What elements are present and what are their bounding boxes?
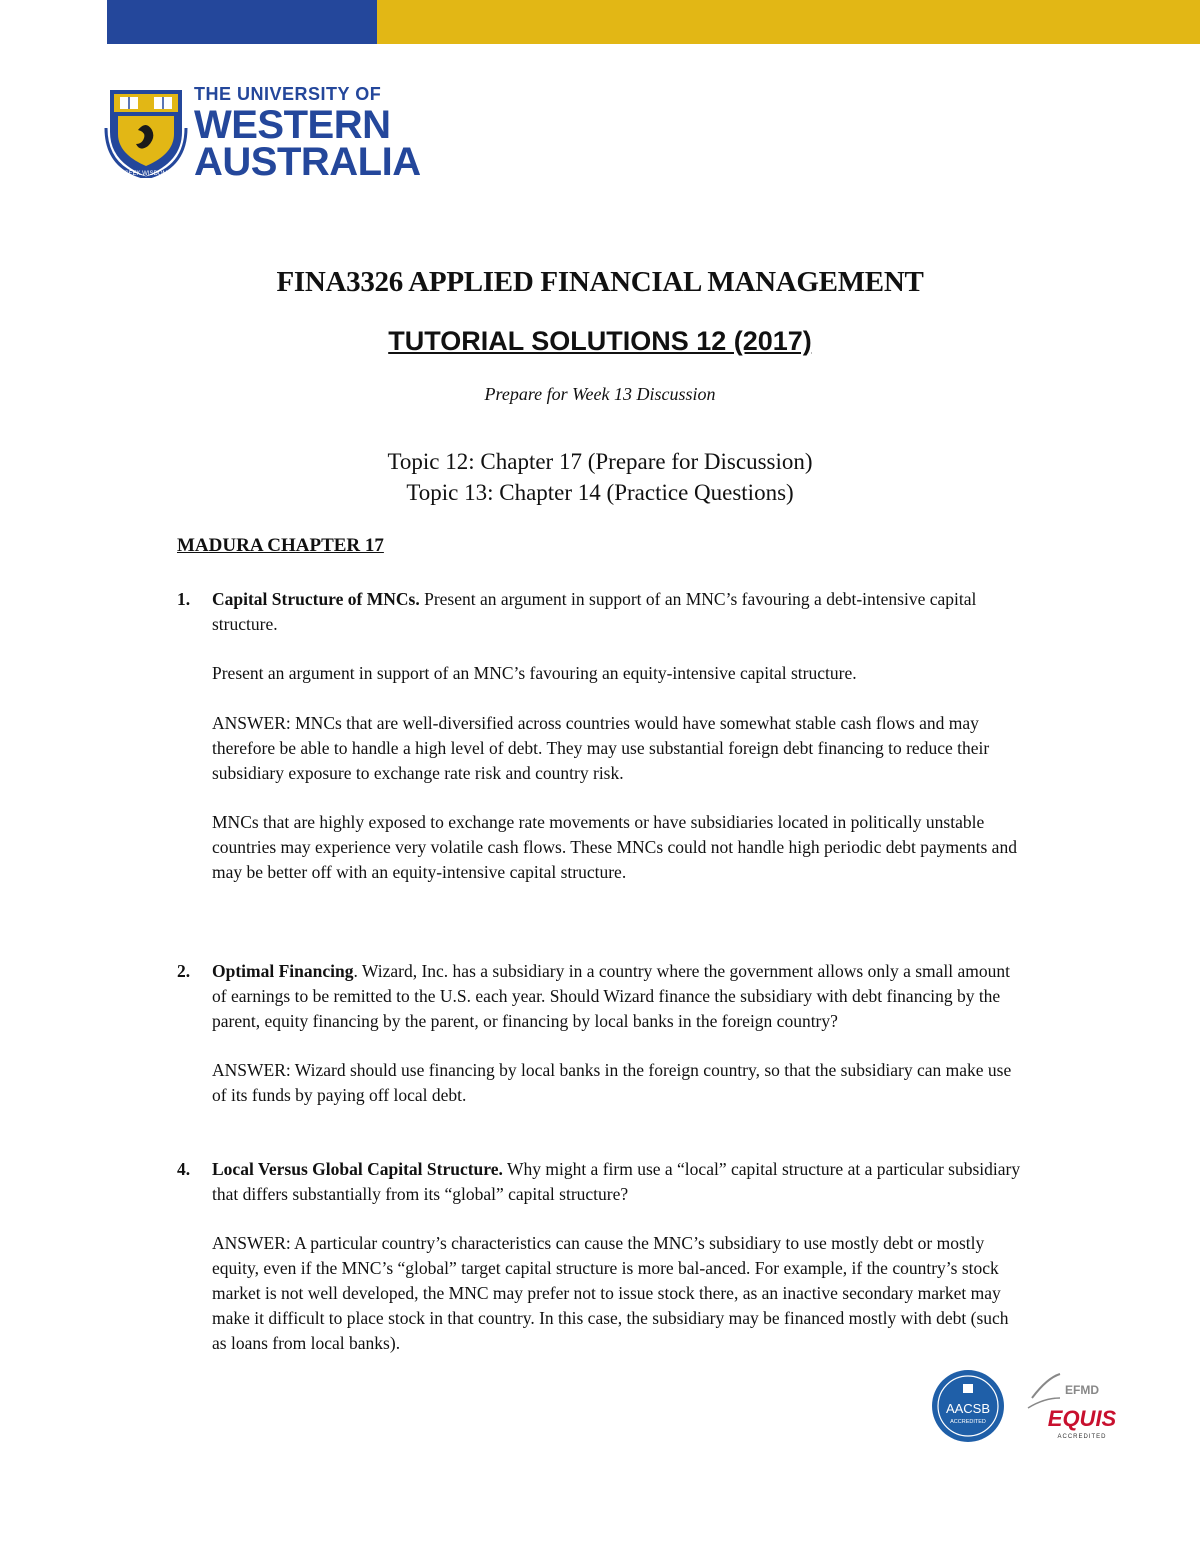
university-logo bbox=[104, 82, 421, 184]
question-body bbox=[212, 587, 1027, 909]
document-subtitle: Prepare for Week 13 Discussion bbox=[484, 384, 716, 404]
topic-line-13: Topic 13: Chapter 14 (Practice Questions) bbox=[406, 480, 794, 505]
answer-paragraph: ANSWER: A particular country’s characteristics can cause the MNC’s subsidiary to use mostly debt or mostly equity, even if the MNC’s “global” target capital structure is more bal-anced. For example, if the country’s stock market is not well developed, the MNC may prefer not to issue stock there, as an inactive secondary market may make it difficult to place stock in that country. In this case, the subsidiary may be financed mostly with debt (such as loans from local banks). bbox=[212, 1233, 1009, 1353]
accreditation-logos bbox=[932, 1370, 1132, 1450]
header-bar-gold bbox=[377, 0, 1200, 44]
equis-sub: ACCREDITED bbox=[1057, 1434, 1107, 1440]
aacsb-label: AACSB bbox=[945, 1401, 991, 1416]
topic-line-12: Topic 12: Chapter 17 (Prepare for Discussion) bbox=[387, 449, 813, 474]
question-number: 4. bbox=[177, 1159, 191, 1179]
university-name-line2: WESTERN bbox=[194, 103, 391, 147]
question-prompt bbox=[212, 587, 1027, 637]
topic-lines bbox=[0, 446, 1200, 508]
crest-motto: SEEK WISDOM bbox=[124, 171, 168, 177]
header-bar-blue bbox=[107, 0, 377, 44]
question-heading: Optimal Financing bbox=[212, 961, 354, 981]
university-crest-icon bbox=[104, 82, 188, 178]
question-prompt-text: . Wizard, Inc. has a subsidiary in a country where the government allows only a small amount of earnings to be remitted to the U.S. each year. Should Wizard finance the subsidiary with debt financing by the parent, equity financing by the parent, or financing by local banks in the foreign country? bbox=[212, 961, 1010, 1031]
question-body bbox=[212, 1157, 1027, 1380]
question-body bbox=[212, 959, 1027, 1133]
university-name-line1: THE UNIVERSITY OF bbox=[194, 84, 382, 104]
question-heading: Local Versus Global Capital Structure. bbox=[212, 1159, 503, 1179]
aacsb-sub: ACCREDITED bbox=[950, 1419, 986, 1425]
header-color-bar bbox=[107, 0, 1200, 44]
question-prompt bbox=[212, 959, 1027, 1033]
equis-badge-icon bbox=[1028, 1374, 1117, 1440]
efmd-label: EFMD bbox=[1065, 1383, 1099, 1397]
question-heading: Capital Structure of MNCs. bbox=[212, 589, 420, 609]
university-name bbox=[194, 85, 421, 182]
question-prompt-2: Present an argument in support of an MNC’s favouring an equity-intensive capital structure. bbox=[212, 663, 857, 684]
section-heading: MADURA CHAPTER 17 bbox=[177, 535, 384, 556]
aacsb-badge-icon bbox=[932, 1370, 1004, 1442]
question-prompt-text: Present an argument in support of an MNC’s favouring a debt-intensive capital structure. bbox=[212, 589, 977, 634]
question-number: 1. bbox=[177, 589, 191, 609]
university-name-line3: AUSTRALIA bbox=[194, 140, 421, 184]
question-number: 2. bbox=[177, 961, 191, 981]
document-title: TUTORIAL SOLUTIONS 12 (2017) bbox=[388, 326, 812, 356]
answer-paragraph: ANSWER: MNCs that are well-diversified across countries would have somewhat stable cash flows and may therefore be able to handle a high level of debt. They may use substantial foreign debt financing to reduce their subsidiary exposure to exchange rate risk and country risk. bbox=[212, 712, 990, 783]
answer-paragraph: MNCs that are highly exposed to exchange rate movements or have subsidiaries located in politically unstable countries may experience very volatile cash flows. These MNCs could not handle high periodic debt payments and may be better off with an equity-intensive capital structure. bbox=[212, 812, 1017, 882]
course-title: FINA3326 APPLIED FINANCIAL MANAGEMENT bbox=[276, 266, 924, 298]
answer-paragraph: ANSWER: Wizard should use financing by local banks in the foreign country, so that the subsidiary can make use of its funds by paying off local debt. bbox=[212, 1060, 1012, 1105]
question-prompt bbox=[212, 1157, 1027, 1207]
equis-label: EQUIS bbox=[1047, 1406, 1117, 1431]
question-prompt-text: Why might a firm use a “local” capital structure at a particular subsidiary that differs substantially from its “global” capital structure? bbox=[212, 1159, 1021, 1204]
